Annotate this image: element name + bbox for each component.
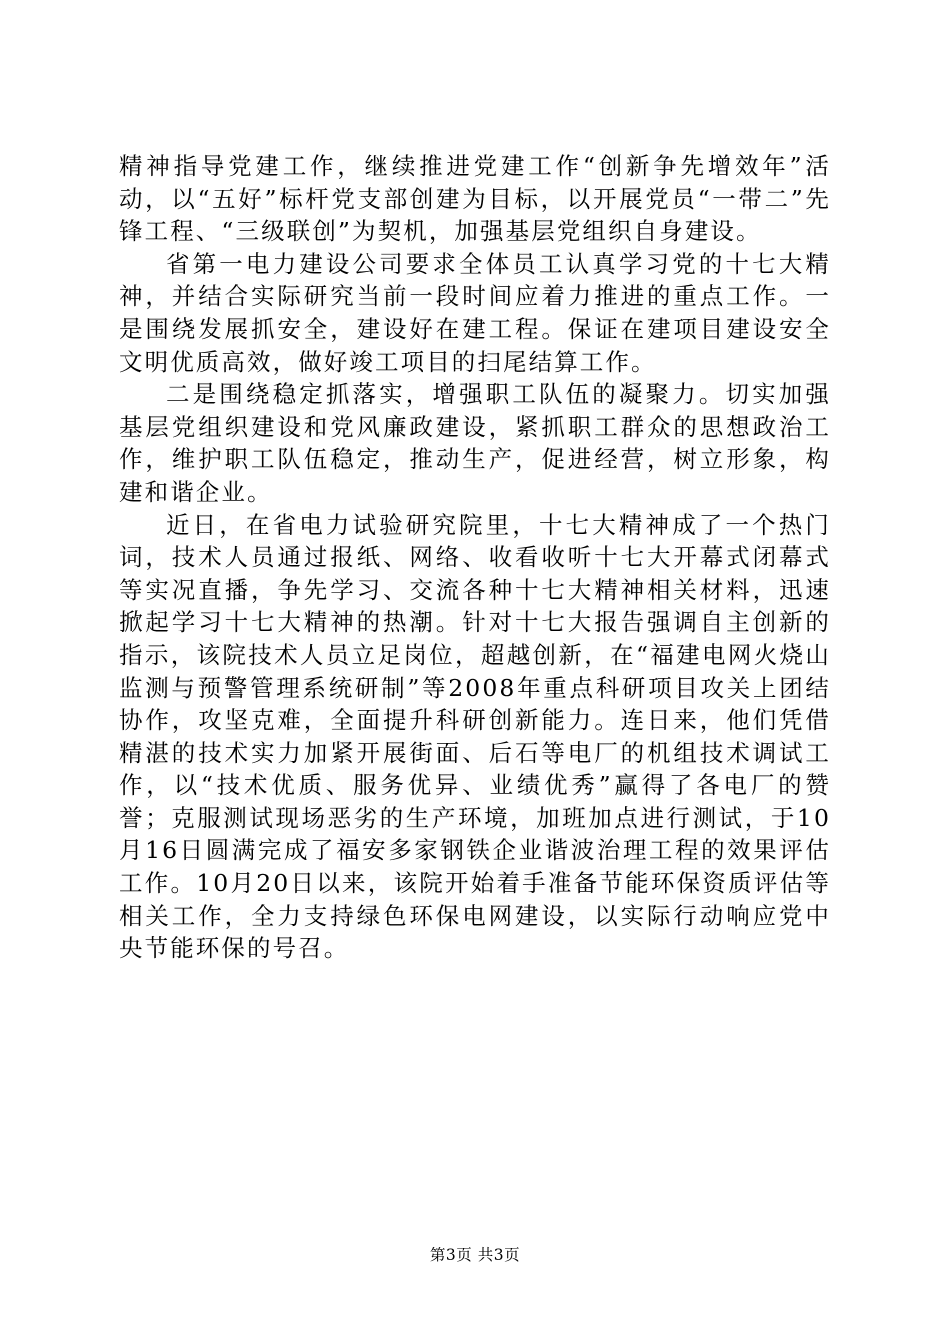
document-body — [119, 150, 831, 965]
paragraph: 省第一电力建设公司要求全体员工认真学习党的十七大精神，并结合实际研究当前一段时间应着力推进的重点工作。一是围绕发展抓安全，建设好在建工程。保证在建项目建设安全文明优质高效，做好竣工项目的扫尾结算工作。 — [119, 249, 831, 376]
paragraph-continuation: 精神指导党建工作，继续推进党建工作“创新争先增效年”活动，以“五好”标杆党支部创建为目标，以开展党员“一带二”先锋工程、“三级联创”为契机，加强基层党组织自身建设。 — [119, 152, 831, 246]
page-number-footer: 第3页 共3页 — [429, 1246, 521, 1264]
paragraph: 近日，在省电力试验研究院里，十七大精神成了一个热门词，技术人员通过报纸、网络、收看收听十七大开幕式闭幕式等实况直播，争先学习、交流各种十七大精神相关材料，迅速掀起学习十七大精神的热潮。针对十七大报告强调自主创新的指示，该院技术人员立足岗位，超越创新，在“福建电网火烧山监测与预警管理系统研制”等2008年重点科研项目攻关上团结协作，攻坚克难，全面提升科研创新能力。连日来，他们凭借精湛的技术实力加紧开展街面、后石等电厂的机组技术调试工作，以“技术优质、服务优异、业绩优秀”赢得了各电厂的赞誉；克服测试现场恶劣的生产环境，加班加点进行测试，于10月16日圆满完成了福安多家钢铁企业谐波治理工程的效果评估工作。10月20日以来，该院开始着手准备节能环保资质评估等相关工作，全力支持绿色环保电网建设，以实际行动响应党中央节能环保的号召。 — [119, 510, 831, 963]
paragraph: 二是围绕稳定抓落实，增强职工队伍的凝聚力。切实加强基层党组织建设和党风廉政建设，紧抓职工群众的思想政治工作，维护职工队伍稳定，推动生产，促进经营，树立形象，构建和谐企业。 — [119, 380, 831, 506]
